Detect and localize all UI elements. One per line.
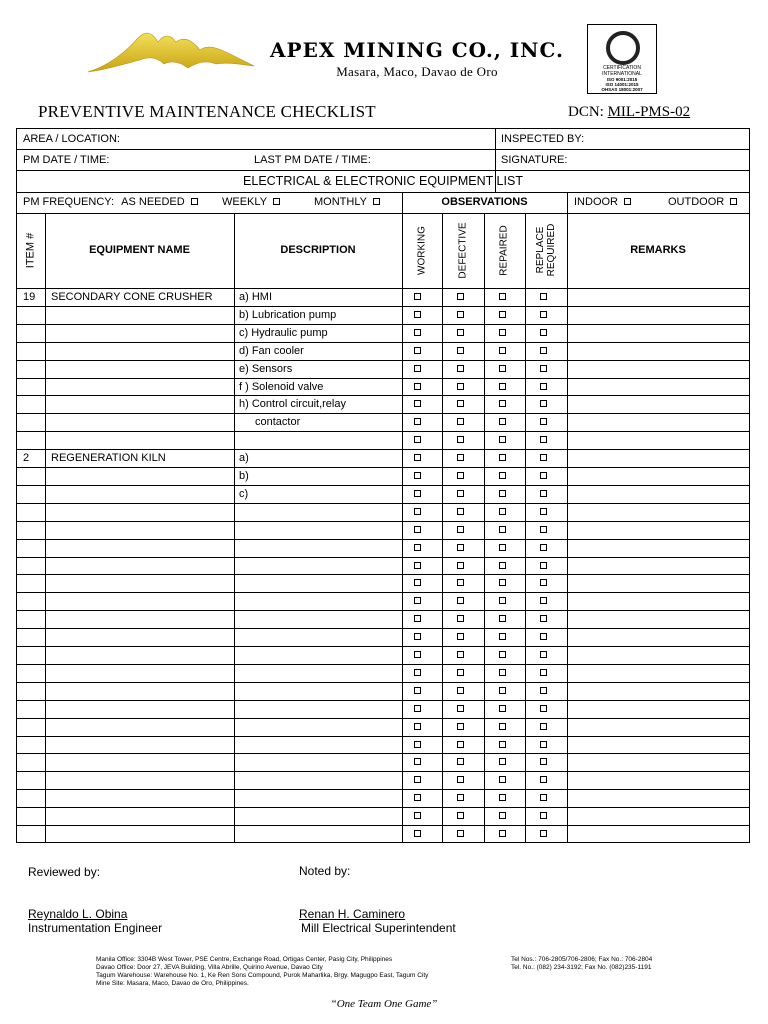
remarks-cell[interactable] — [568, 575, 748, 591]
item-number-cell: 2 — [23, 452, 30, 465]
apex-mountain-logo — [88, 30, 254, 76]
repaired-checkbox[interactable] — [499, 311, 506, 318]
dcn-value: MIL-PMS-02 — [607, 104, 691, 120]
defective-checkbox[interactable] — [457, 347, 464, 354]
replace-required-checkbox[interactable] — [540, 383, 547, 390]
working-checkbox[interactable] — [414, 311, 421, 318]
working-checkbox[interactable] — [414, 741, 421, 748]
defective-checkbox[interactable] — [457, 812, 464, 819]
repaired-checkbox[interactable] — [499, 454, 506, 461]
repaired-checkbox[interactable] — [499, 293, 506, 300]
col-description-header: DESCRIPTION — [280, 244, 356, 256]
repaired-checkbox[interactable] — [499, 490, 506, 497]
replace-required-checkbox[interactable] — [540, 687, 547, 694]
working-checkbox[interactable] — [414, 812, 421, 819]
remarks-cell[interactable] — [568, 790, 748, 806]
divider — [17, 192, 749, 193]
last-pm-date-label: LAST PM DATE / TIME: — [254, 154, 371, 166]
divider — [17, 170, 749, 171]
working-checkbox[interactable] — [414, 400, 421, 407]
noter-role: Mill Electrical Superintendent — [301, 921, 456, 935]
working-checkbox[interactable] — [414, 436, 421, 443]
replace-required-checkbox[interactable] — [540, 597, 547, 604]
col-replace-required-header: REPLACE REQUIRED — [535, 223, 557, 277]
location-option-label: INDOOR — [574, 196, 618, 208]
reviewer-name: Reynaldo L. Obina — [28, 907, 128, 921]
working-checkbox[interactable] — [414, 633, 421, 640]
remarks-cell[interactable] — [568, 540, 748, 556]
remarks-cell[interactable] — [568, 719, 748, 735]
defective-checkbox[interactable] — [457, 472, 464, 479]
divider — [484, 213, 485, 842]
reviewer-role: Instrumentation Engineer — [28, 921, 163, 935]
replace-required-checkbox[interactable] — [540, 615, 547, 622]
defective-checkbox[interactable] — [457, 651, 464, 658]
working-checkbox[interactable] — [414, 669, 421, 676]
remarks-cell[interactable] — [568, 558, 748, 574]
repaired-checkbox[interactable] — [499, 472, 506, 479]
repaired-checkbox[interactable] — [499, 562, 506, 569]
description-cell: contactor — [255, 416, 301, 429]
remarks-cell[interactable] — [568, 325, 748, 341]
repaired-checkbox[interactable] — [499, 687, 506, 694]
remarks-cell[interactable] — [568, 683, 748, 699]
outdoor-checkbox[interactable] — [730, 198, 737, 205]
working-checkbox[interactable] — [414, 758, 421, 765]
frequency-weekly[interactable] — [222, 196, 280, 208]
equipment-name-cell: REGENERATION KILN — [51, 452, 166, 465]
location-option-label: OUTDOOR — [668, 196, 725, 208]
reviewed-by-label: Reviewed by: — [28, 865, 101, 879]
remarks-cell[interactable] — [568, 772, 748, 788]
defective-checkbox[interactable] — [457, 758, 464, 765]
description-cell: c) — [239, 487, 249, 500]
description-cell: c) Hydraulic pump — [239, 326, 328, 339]
replace-required-checkbox[interactable] — [540, 490, 547, 497]
replace-required-checkbox[interactable] — [540, 758, 547, 765]
as-needed-checkbox[interactable] — [191, 198, 198, 205]
working-checkbox[interactable] — [414, 490, 421, 497]
defective-checkbox[interactable] — [457, 365, 464, 372]
remarks-cell[interactable] — [568, 701, 748, 717]
col-repaired-header: REPAIRED — [498, 225, 510, 276]
defective-checkbox[interactable] — [457, 687, 464, 694]
description-cell: a) HMI — [239, 291, 272, 303]
defective-checkbox[interactable] — [457, 293, 464, 300]
repaired-checkbox[interactable] — [499, 651, 506, 658]
indoor-checkbox[interactable] — [624, 198, 631, 205]
divider — [525, 213, 526, 842]
replace-required-checkbox[interactable] — [540, 436, 547, 443]
noter-name: Renan H. Caminero — [299, 907, 406, 921]
monthly-checkbox[interactable] — [373, 198, 380, 205]
working-checkbox[interactable] — [414, 579, 421, 586]
remarks-cell[interactable] — [568, 361, 748, 377]
replace-required-checkbox[interactable] — [540, 562, 547, 569]
working-checkbox[interactable] — [414, 776, 421, 783]
description-cell: e) Sensors — [239, 362, 293, 375]
defective-checkbox[interactable] — [457, 579, 464, 586]
defective-checkbox[interactable] — [457, 490, 464, 497]
defective-checkbox[interactable] — [457, 508, 464, 515]
remarks-cell[interactable] — [568, 396, 748, 412]
remarks-cell[interactable] — [568, 379, 748, 395]
divider — [442, 213, 443, 842]
col-item-header: ITEM # — [24, 232, 37, 269]
phone-numbers: Tel Nos.: 706-2805/706-2806; Fax No.: 706-2804 Tel. No.: (082) 234-3192; Fax No. (082)235-1191 — [511, 956, 653, 971]
repaired-checkbox[interactable] — [499, 436, 506, 443]
repaired-checkbox[interactable] — [499, 526, 506, 533]
signature-label: SIGNATURE: — [501, 154, 568, 166]
repaired-checkbox[interactable] — [499, 579, 506, 586]
description-cell: f ) Solenoid valve — [239, 380, 324, 393]
working-checkbox[interactable] — [414, 830, 421, 837]
col-defective-header: DEFECTIVE — [457, 222, 469, 279]
col-working-header: WORKING — [416, 226, 428, 275]
working-checkbox[interactable] — [414, 293, 421, 300]
equipment-name-cell: SECONDARY CONE CRUSHER — [51, 291, 213, 303]
remarks-cell[interactable] — [568, 450, 748, 466]
working-checkbox[interactable] — [414, 329, 421, 336]
repaired-checkbox[interactable] — [499, 812, 506, 819]
remarks-cell[interactable] — [568, 504, 748, 520]
certification-title: CERTIFICATION INTERNATIONAL — [602, 65, 642, 77]
working-checkbox[interactable] — [414, 454, 421, 461]
remarks-cell[interactable] — [568, 629, 748, 645]
replace-required-checkbox[interactable] — [540, 329, 547, 336]
working-checkbox[interactable] — [414, 615, 421, 622]
company-name: APEX MINING CO., INC. — [270, 38, 564, 62]
remarks-cell[interactable] — [568, 593, 748, 609]
defective-checkbox[interactable] — [457, 633, 464, 640]
repaired-checkbox[interactable] — [499, 741, 506, 748]
replace-required-checkbox[interactable] — [540, 794, 547, 801]
remarks-cell[interactable] — [568, 432, 748, 448]
remarks-cell[interactable] — [568, 826, 748, 842]
replace-required-checkbox[interactable] — [540, 633, 547, 640]
col-remarks-header: REMARKS — [630, 244, 686, 256]
replace-required-checkbox[interactable] — [540, 651, 547, 658]
location-indoor[interactable] — [574, 196, 631, 208]
description-cell: b) — [239, 470, 249, 482]
remarks-cell[interactable] — [568, 468, 748, 484]
working-checkbox[interactable] — [414, 508, 421, 515]
replace-required-checkbox[interactable] — [540, 311, 547, 318]
working-checkbox[interactable] — [414, 562, 421, 569]
repaired-checkbox[interactable] — [499, 758, 506, 765]
divider — [45, 213, 46, 842]
working-checkbox[interactable] — [414, 723, 421, 730]
certification-standards: ISO 9001:2015 ISO 14001:2015 OHSAS 18001:2007 — [601, 77, 643, 92]
divider — [234, 213, 235, 842]
certification-ring-icon — [606, 31, 640, 65]
col-equipment-name-header: EQUIPMENT NAME — [89, 244, 190, 256]
defective-checkbox[interactable] — [457, 454, 464, 461]
repaired-checkbox[interactable] — [499, 400, 506, 407]
defective-checkbox[interactable] — [457, 794, 464, 801]
remarks-cell[interactable] — [568, 307, 748, 323]
replace-required-checkbox[interactable] — [540, 472, 547, 479]
working-checkbox[interactable] — [414, 597, 421, 604]
repaired-checkbox[interactable] — [499, 418, 506, 425]
replace-required-checkbox[interactable] — [540, 812, 547, 819]
replace-required-checkbox[interactable] — [540, 705, 547, 712]
remarks-cell[interactable] — [568, 737, 748, 753]
weekly-checkbox[interactable] — [273, 198, 280, 205]
frequency-as-needed[interactable] — [23, 196, 198, 208]
remarks-cell[interactable] — [568, 522, 748, 538]
document-control-number — [568, 104, 690, 121]
replace-required-checkbox[interactable] — [540, 365, 547, 372]
working-checkbox[interactable] — [414, 526, 421, 533]
replace-required-checkbox[interactable] — [540, 776, 547, 783]
repaired-checkbox[interactable] — [499, 615, 506, 622]
defective-checkbox[interactable] — [457, 562, 464, 569]
remarks-cell[interactable] — [568, 665, 748, 681]
repaired-checkbox[interactable] — [499, 544, 506, 551]
defective-checkbox[interactable] — [457, 597, 464, 604]
area-location-label: AREA / LOCATION: — [23, 133, 120, 145]
defective-checkbox[interactable] — [457, 741, 464, 748]
replace-required-checkbox[interactable] — [540, 508, 547, 515]
replace-required-checkbox[interactable] — [540, 669, 547, 676]
repaired-checkbox[interactable] — [499, 329, 506, 336]
replace-required-checkbox[interactable] — [540, 347, 547, 354]
replace-required-checkbox[interactable] — [540, 418, 547, 425]
repaired-checkbox[interactable] — [499, 597, 506, 604]
replace-required-checkbox[interactable] — [540, 400, 547, 407]
working-checkbox[interactable] — [414, 347, 421, 354]
company-motto: “One Team One Game” — [330, 998, 438, 1010]
replace-required-checkbox[interactable] — [540, 454, 547, 461]
certification-seal — [587, 24, 657, 94]
observations-header: OBSERVATIONS — [441, 196, 528, 208]
defective-checkbox[interactable] — [457, 436, 464, 443]
repaired-checkbox[interactable] — [499, 347, 506, 354]
defective-checkbox[interactable] — [457, 669, 464, 676]
location-outdoor[interactable] — [668, 196, 737, 208]
defective-checkbox[interactable] — [457, 830, 464, 837]
defective-checkbox[interactable] — [457, 776, 464, 783]
working-checkbox[interactable] — [414, 472, 421, 479]
working-checkbox[interactable] — [414, 705, 421, 712]
replace-required-checkbox[interactable] — [540, 723, 547, 730]
remarks-cell[interactable] — [568, 647, 748, 663]
remarks-cell[interactable] — [568, 611, 748, 627]
defective-checkbox[interactable] — [457, 329, 464, 336]
working-checkbox[interactable] — [414, 365, 421, 372]
frequency-option-label: WEEKLY — [222, 196, 268, 208]
replace-required-checkbox[interactable] — [540, 579, 547, 586]
repaired-checkbox[interactable] — [499, 508, 506, 515]
repaired-checkbox[interactable] — [499, 723, 506, 730]
defective-checkbox[interactable] — [457, 400, 464, 407]
working-checkbox[interactable] — [414, 383, 421, 390]
pm-date-label: PM DATE / TIME: — [23, 154, 110, 166]
repaired-checkbox[interactable] — [499, 383, 506, 390]
defective-checkbox[interactable] — [457, 418, 464, 425]
remarks-cell[interactable] — [568, 754, 748, 770]
item-number-cell: 19 — [23, 291, 36, 303]
section-title: ELECTRICAL & ELECTRONIC EQUIPMENT LIST — [243, 174, 523, 188]
replace-required-checkbox[interactable] — [540, 526, 547, 533]
remarks-cell[interactable] — [568, 414, 748, 430]
office-addresses: Manila Office: 3304B West Tower, PSE Centre, Exchange Road, Ortigas Center, Pasig City, Philippines Davao Office: Door 27, JEVA Building, Villa Abrille, Quirino Avenue, Davao City Tagum Warehouse: Warehouse No. 1, Ke Ren Sons Compound, Purok Maharlika, Brgy. Magugpo East, Tagum City Mine Site: Masara, Maco, Davao de Oro, Philippines. — [96, 956, 429, 987]
working-checkbox[interactable] — [414, 794, 421, 801]
frequency-option-label: AS NEEDED — [121, 196, 185, 208]
noted-by-label: Noted by: — [299, 864, 351, 878]
remarks-cell[interactable] — [568, 486, 748, 502]
divider — [402, 192, 403, 842]
dcn-label: DCN: — [568, 104, 604, 120]
repaired-checkbox[interactable] — [499, 794, 506, 801]
description-cell: d) Fan cooler — [239, 344, 304, 357]
description-cell: b) Lubrication pump — [239, 308, 337, 321]
defective-checkbox[interactable] — [457, 723, 464, 730]
replace-required-checkbox[interactable] — [540, 830, 547, 837]
working-checkbox[interactable] — [414, 544, 421, 551]
defective-checkbox[interactable] — [457, 311, 464, 318]
working-checkbox[interactable] — [414, 651, 421, 658]
defective-checkbox[interactable] — [457, 526, 464, 533]
replace-required-checkbox[interactable] — [540, 544, 547, 551]
description-cell: h) Control circuit,relay — [239, 398, 346, 411]
frequency-label: PM FREQUENCY: — [23, 196, 115, 208]
defective-checkbox[interactable] — [457, 544, 464, 551]
defective-checkbox[interactable] — [457, 615, 464, 622]
working-checkbox[interactable] — [414, 418, 421, 425]
replace-required-checkbox[interactable] — [540, 741, 547, 748]
repaired-checkbox[interactable] — [499, 365, 506, 372]
document-title: PREVENTIVE MAINTENANCE CHECKLIST — [38, 102, 376, 121]
divider — [17, 149, 749, 150]
repaired-checkbox[interactable] — [499, 669, 506, 676]
defective-checkbox[interactable] — [457, 383, 464, 390]
divider — [17, 213, 749, 214]
repaired-checkbox[interactable] — [499, 776, 506, 783]
description-cell: a) — [239, 452, 249, 465]
frequency-monthly[interactable] — [314, 196, 380, 208]
remarks-cell[interactable] — [568, 289, 748, 305]
repaired-checkbox[interactable] — [499, 830, 506, 837]
frequency-option-label: MONTHLY — [314, 196, 367, 208]
company-address: Masara, Maco, Davao de Oro — [336, 64, 498, 79]
repaired-checkbox[interactable] — [499, 705, 506, 712]
inspected-by-label: INSPECTED BY: — [501, 133, 585, 145]
remarks-cell[interactable] — [568, 343, 748, 359]
checklist-form — [16, 128, 750, 843]
working-checkbox[interactable] — [414, 687, 421, 694]
repaired-checkbox[interactable] — [499, 633, 506, 640]
remarks-cell[interactable] — [568, 808, 748, 824]
replace-required-checkbox[interactable] — [540, 293, 547, 300]
defective-checkbox[interactable] — [457, 705, 464, 712]
